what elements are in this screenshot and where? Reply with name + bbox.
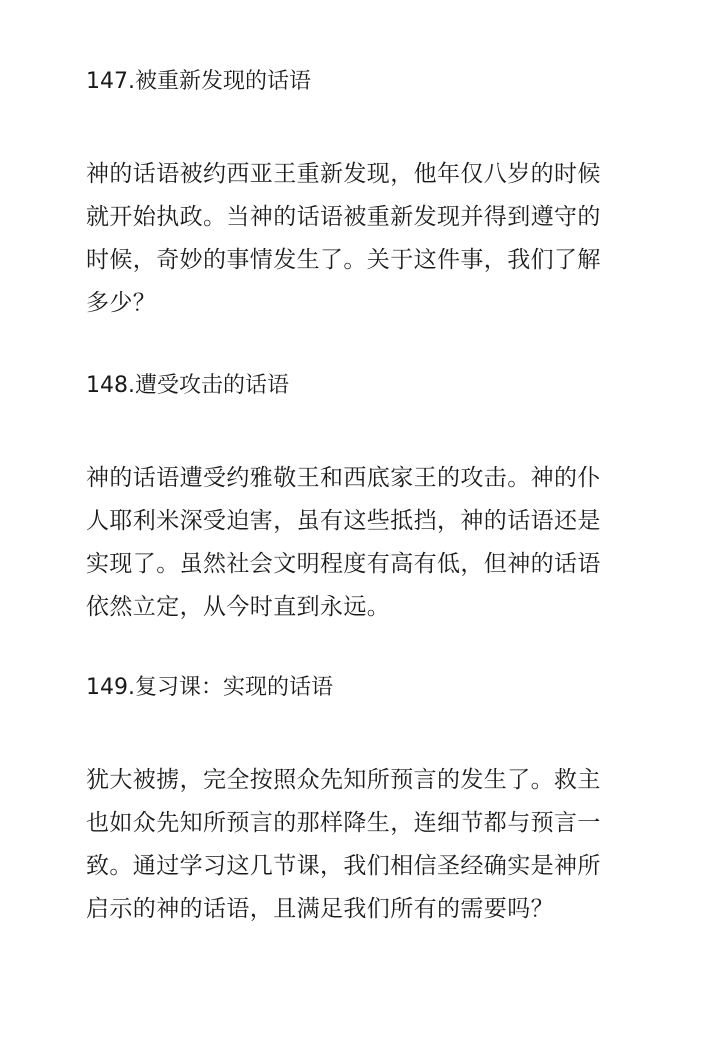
lesson-148-line-2: 人耶利米深受迫害，虽有这些抵挡，神的话语还是 (86, 508, 601, 534)
lesson-149-line-3: 致。通过学习这几节课，我们相信圣经确实是神所 (86, 853, 601, 879)
lesson-147-line-2: 就开始执政。当神的话语被重新发现并得到遵守的 (86, 204, 601, 230)
lesson-148-heading: 148.遭受攻击的话语 (86, 373, 289, 398)
lesson-148-line-3: 实现了。虽然社会文明程度有高有低，但神的话语 (86, 551, 601, 577)
lesson-147-line-4: 多少？ (86, 290, 157, 316)
lesson-149-line-4: 启示的神的话语，且满足我们所有的需要吗？ (86, 896, 554, 922)
lesson-149-body (86, 759, 626, 931)
lesson-149-line-2: 也如众先知所预言的那样降生，连细节都与预言一 (86, 810, 601, 836)
lesson-148-body (86, 457, 626, 629)
lesson-147-line-3: 时候，奇妙的事情发生了。关于这件事，我们了解 (86, 247, 601, 273)
lesson-147-line-1: 神的话语被约西亚王重新发现，他年仅八岁的时候 (86, 161, 601, 187)
lesson-147-heading: 147.被重新发现的话语 (86, 69, 311, 94)
lesson-147-body (86, 153, 626, 325)
lesson-149 (86, 673, 626, 931)
lesson-148-line-4: 依然立定，从今时直到永远。 (86, 594, 391, 620)
lesson-147 (86, 67, 626, 325)
lesson-148-line-1: 神的话语遭受约雅敬王和西底家王的攻击。神的仆 (86, 465, 601, 491)
lesson-149-heading: 149.复习课：实现的话语 (86, 675, 333, 700)
lesson-149-line-1: 犹大被掳，完全按照众先知所预言的发生了。救主 (86, 767, 601, 793)
lesson-148 (86, 371, 626, 629)
